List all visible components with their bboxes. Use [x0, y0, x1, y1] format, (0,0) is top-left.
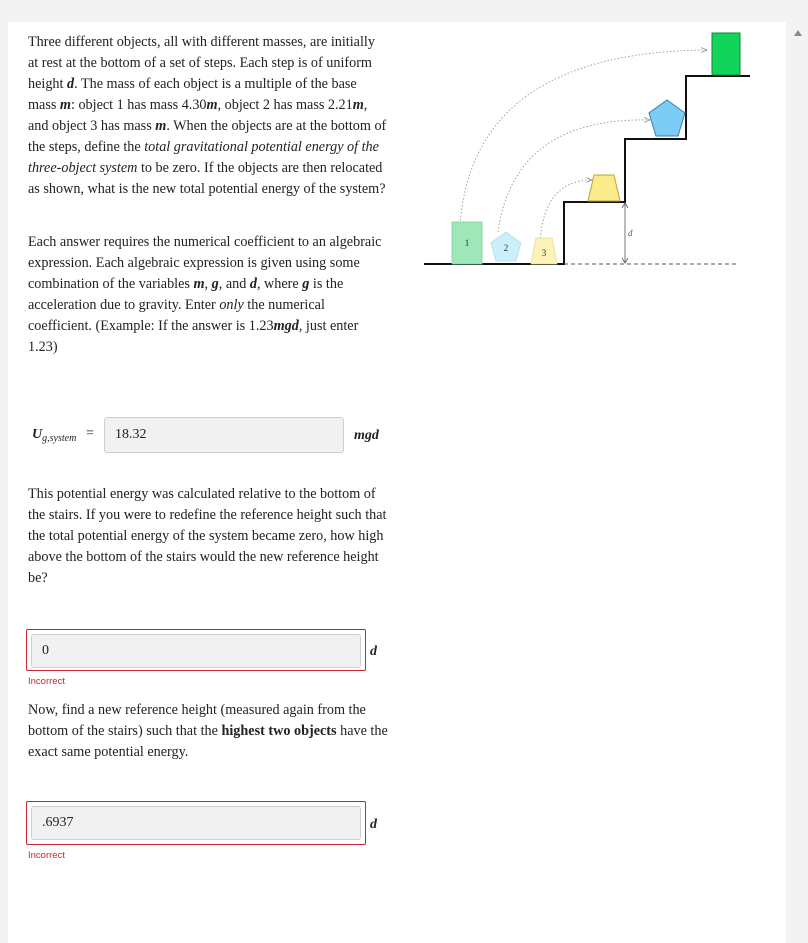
instructions-text: , [204, 276, 212, 292]
intro-text: Three different objects, all with different masses, are initially at rest at the bottom of a set of steps. Each step is of uniform height [28, 34, 375, 92]
answer-label [32, 427, 76, 444]
potential-energy-input[interactable]: 18.32 [104, 417, 344, 453]
intro-text: . When the objects are at the bottom of the steps, define the [28, 118, 387, 155]
answer-row-potential-energy [28, 417, 388, 453]
object2-final [649, 100, 685, 136]
object2-path [498, 120, 650, 232]
object3-final [588, 175, 620, 201]
intro-text: , object 2 has mass 2.21 [217, 97, 353, 113]
object1-path [460, 50, 707, 224]
reference-height-input[interactable]: 0 [31, 634, 361, 668]
emphasis-text: total gravitational potential energy of the three-object system [28, 139, 379, 176]
question-intro [28, 32, 388, 200]
question-instructions [28, 232, 388, 358]
question3-text: have the exact same potential energy. [28, 723, 388, 760]
variable-m: m [155, 118, 167, 134]
variable-mgd: mgd [273, 318, 299, 334]
question2-text: This potential energy was calculated relative to the bottom of the stairs. If you were to redefine the reference height such that the total potential energy of the system became zero, how high above the bottom of the stairs would the new reference height be? [28, 486, 387, 586]
instructions-text: the numerical coefficient. (Example: If the answer is 1.23 [28, 297, 325, 334]
object3-label: 3 [541, 248, 547, 258]
variable-d: d [249, 276, 257, 292]
answer3-unit-d: d [370, 817, 377, 832]
answer3-frame [26, 801, 366, 845]
variable-d: d [67, 76, 75, 92]
stairs-figure [424, 32, 754, 282]
question-panel [8, 22, 786, 943]
instructions-text: , just enter 1.23) [28, 318, 359, 355]
answer-label-symbol: U [32, 427, 43, 442]
answer2-frame [26, 629, 366, 671]
variable-g: g [302, 276, 310, 292]
answer3-status: Incorrect [28, 850, 65, 861]
variable-m: m [352, 97, 364, 113]
emphasis-text: only [219, 297, 244, 313]
stairs-diagram [424, 32, 754, 282]
intro-text: : object 1 has mass 4.30 [70, 97, 207, 113]
object1-label: 1 [464, 238, 470, 248]
answer2-status: Incorrect [28, 676, 65, 687]
step-height-label: d [628, 228, 633, 238]
instructions-text: Each answer requires the numerical coefficient to an algebraic expression. Each algebraic expression is given using some combination of the variables [28, 234, 382, 292]
equal-energy-height-input[interactable]: .6937 [31, 806, 361, 840]
intro-text: to be zero. If the objects are then relocated as shown, what is the new total potential energy of the system? [28, 160, 386, 197]
object2-label: 2 [503, 243, 509, 253]
variable-m: m [193, 276, 205, 292]
answer-label-subscript: g,system [42, 433, 77, 444]
object3-path [540, 180, 592, 242]
variable-m: m [206, 97, 218, 113]
answer-unit-mgd: mgd [354, 428, 379, 443]
instructions-text: , where [256, 276, 303, 292]
variable-g: g [211, 276, 219, 292]
question3-emphasis: highest two objects [221, 723, 337, 739]
instructions-text: , and [218, 276, 250, 292]
scroll-up-arrow[interactable] [794, 30, 802, 36]
object1-final [712, 33, 740, 75]
variable-m: m [59, 97, 71, 113]
instructions-text: is the acceleration due to gravity. Enter [28, 276, 344, 313]
question-reference-height [28, 484, 388, 589]
question3-text: Now, find a new reference height (measured again from the bottom of the stairs) such that the [28, 702, 366, 739]
answer2-unit-d: d [370, 644, 377, 659]
intro-text: , and object 3 has mass [28, 97, 368, 134]
question-equal-energy [28, 700, 388, 763]
intro-text: . The mass of each object is a multiple of the base mass [28, 76, 357, 113]
equals-sign: = [86, 426, 94, 441]
